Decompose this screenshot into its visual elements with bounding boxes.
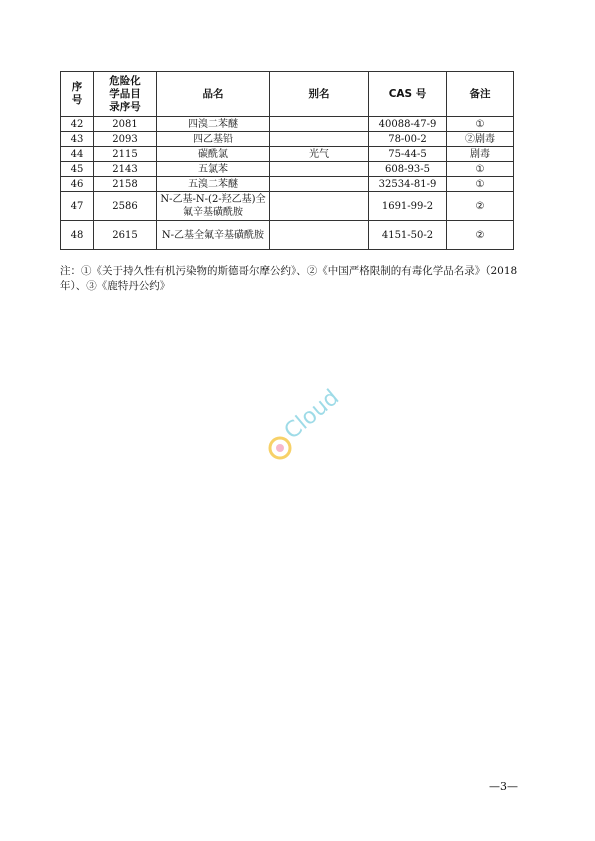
cell-remarks: ① [447, 117, 514, 132]
cell-catalog-no: 2093 [94, 132, 157, 147]
cell-cas: 32534-81-9 [369, 177, 447, 192]
cloud-watermark-logo [258, 378, 358, 468]
cell-catalog-no: 2615 [94, 221, 157, 250]
cell-alias [270, 117, 369, 132]
header-seq-line: 序 [71, 81, 83, 93]
cell-remarks: ② [447, 221, 514, 250]
cell-name: 五溴二苯醚 [157, 177, 270, 192]
cell-catalog-no: 2158 [94, 177, 157, 192]
cell-catalog-no: 2115 [94, 147, 157, 162]
cell-seq: 48 [61, 221, 94, 250]
cell-seq: 43 [61, 132, 94, 147]
cell-seq: 42 [61, 117, 94, 132]
cell-remarks: 剧毒 [447, 147, 514, 162]
table-row [61, 147, 514, 162]
header-cas: CAS 号 [369, 72, 447, 117]
cell-cas: 75-44-5 [369, 147, 447, 162]
chemicals-table [60, 71, 514, 250]
cell-name: 四溴二苯醚 [157, 117, 270, 132]
cell-alias [270, 177, 369, 192]
watermark-text: Cloud [279, 385, 344, 445]
header-remarks: 备注 [447, 72, 514, 117]
table-row [61, 132, 514, 147]
cell-name: N-乙基全氟辛基磺酰胺 [157, 221, 270, 250]
cell-name: 五氯苯 [157, 162, 270, 177]
cell-remarks: ① [447, 177, 514, 192]
table-row [61, 177, 514, 192]
cell-cas: 4151-50-2 [369, 221, 447, 250]
cell-cas: 40088-47-9 [369, 117, 447, 132]
cell-catalog-no: 2143 [94, 162, 157, 177]
page-number: —3— [489, 780, 518, 793]
cell-seq: 45 [61, 162, 94, 177]
header-seq [61, 72, 94, 117]
header-seq-line: 号 [71, 94, 83, 106]
cell-name: 四乙基铅 [157, 132, 270, 147]
cell-catalog-no: 2081 [94, 117, 157, 132]
cell-cas: 608-93-5 [369, 162, 447, 177]
header-catalog-line: 录序号 [109, 100, 141, 113]
table-header-row [61, 72, 514, 117]
cell-remarks: ① [447, 162, 514, 177]
cell-alias [270, 192, 369, 221]
header-alias: 别名 [270, 72, 369, 117]
cell-cas: 78-00-2 [369, 132, 447, 147]
table-footnote: 注：①《关于持久性有机污染物的斯德哥尔摩公约》、②《中国严格限制的有毒化学品名录》（2018 年）、③《鹿特丹公约》 [60, 265, 518, 292]
cell-name: N-乙基-N-(2-羟乙基)全氟辛基磺酰胺 [157, 192, 270, 221]
cell-catalog-no: 2586 [94, 192, 157, 221]
cell-name: 碳酰氯 [157, 147, 270, 162]
cell-alias [270, 132, 369, 147]
cell-seq: 47 [61, 192, 94, 221]
cell-remarks: ②剧毒 [447, 132, 514, 147]
cell-alias [270, 162, 369, 177]
header-catalog-no [94, 72, 157, 117]
table-row [61, 117, 514, 132]
table-row [61, 162, 514, 177]
cell-seq: 46 [61, 177, 94, 192]
cell-cas: 1691-99-2 [369, 192, 447, 221]
header-name: 品名 [157, 72, 270, 117]
cell-seq: 44 [61, 147, 94, 162]
cell-remarks: ② [447, 192, 514, 221]
cell-alias [270, 221, 369, 250]
cell-alias: 光气 [270, 147, 369, 162]
watermark-dot-icon [276, 444, 284, 452]
table-row [61, 221, 514, 250]
header-catalog-line: 危险化 [109, 74, 141, 87]
table-row [61, 192, 514, 221]
header-catalog-line: 学品目 [109, 87, 141, 100]
